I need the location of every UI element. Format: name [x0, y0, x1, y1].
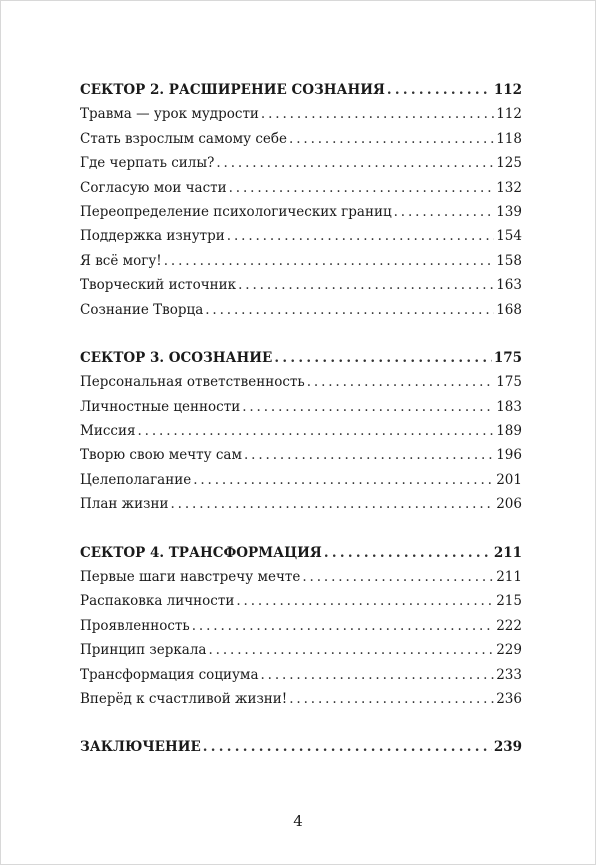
toc-entry[interactable]	[80, 298, 522, 322]
toc-entry-title: Целеполагание	[80, 471, 192, 488]
toc-entry[interactable]	[80, 224, 522, 248]
toc-heading-title: ЗАКЛЮЧЕНИЕ	[80, 739, 201, 756]
toc-entry[interactable]	[80, 127, 522, 151]
toc-entry-title: Творческий источник	[80, 277, 237, 294]
page-number: 4	[293, 812, 303, 830]
toc-entry[interactable]	[80, 565, 522, 589]
toc-heading-page: 112	[493, 82, 522, 98]
dot-leader	[205, 298, 494, 322]
toc-entry[interactable]	[80, 102, 522, 126]
toc-entry-title: Переопределение психологических границ	[80, 203, 392, 220]
table-of-contents	[80, 78, 522, 760]
toc-entry-title: Распаковка личности	[80, 593, 235, 610]
dot-leader	[261, 102, 494, 126]
toc-entry-page: 118	[496, 130, 522, 147]
toc-entry-page: 158	[496, 252, 522, 269]
dot-leader	[242, 395, 494, 419]
toc-heading-title: СЕКТОР 2. РАСШИРЕНИЕ СОЗНАНИЯ	[80, 82, 385, 98]
dot-leader	[302, 565, 494, 589]
toc-heading[interactable]	[80, 78, 522, 102]
toc-entry-page: 215	[496, 593, 522, 610]
toc-entry-page: 132	[496, 179, 522, 196]
toc-entry[interactable]	[80, 663, 522, 687]
toc-entry[interactable]	[80, 443, 522, 467]
toc-entry[interactable]	[80, 419, 522, 443]
toc-entry-page: 154	[496, 228, 522, 245]
dot-leader	[137, 419, 494, 443]
dot-leader	[192, 614, 494, 638]
toc-entry-title: План жизни	[80, 496, 169, 513]
toc-entry-title: Вперёд к счастливой жизни!	[80, 690, 288, 707]
dot-leader	[203, 735, 492, 759]
toc-entry-title: Поддержка изнутри	[80, 228, 225, 245]
dot-leader	[238, 273, 494, 297]
toc-entry-title: Первые шаги навстречу мечте	[80, 569, 301, 586]
toc-entry[interactable]	[80, 468, 522, 492]
toc-section-sector-4	[80, 541, 522, 712]
dot-leader	[216, 151, 494, 175]
toc-entry-title: Личностные ценности	[80, 398, 241, 415]
toc-entry[interactable]	[80, 614, 522, 638]
toc-entry-page: 229	[496, 642, 522, 659]
toc-section-sector-2	[80, 78, 522, 322]
toc-entry-title: Миссия	[80, 423, 136, 440]
dot-leader	[164, 249, 495, 273]
dot-leader	[227, 224, 494, 248]
toc-entry[interactable]	[80, 370, 522, 394]
dot-leader	[208, 638, 494, 662]
toc-entry-page: 222	[496, 617, 522, 634]
toc-entry-title: Принцип зеркала	[80, 642, 207, 659]
dot-leader	[394, 200, 495, 224]
dot-leader	[244, 443, 494, 467]
toc-entry-title: Творю свою мечту сам	[80, 447, 242, 464]
dot-leader	[324, 541, 492, 565]
toc-heading[interactable]	[80, 346, 522, 370]
toc-entry-page: 183	[496, 398, 522, 415]
toc-entry-page: 233	[496, 666, 522, 683]
dot-leader	[193, 468, 494, 492]
dot-leader	[261, 663, 495, 687]
toc-entry-page: 112	[496, 106, 522, 123]
toc-entry[interactable]	[80, 638, 522, 662]
toc-entry[interactable]	[80, 200, 522, 224]
toc-entry[interactable]	[80, 176, 522, 200]
dot-leader	[170, 492, 494, 516]
toc-entry-title: Я всё могу!	[80, 252, 162, 269]
toc-entry[interactable]	[80, 273, 522, 297]
toc-heading-title: СЕКТОР 4. ТРАНСФОРМАЦИЯ	[80, 544, 322, 561]
toc-entry-page: 201	[496, 471, 522, 488]
toc-heading-page: 211	[493, 544, 522, 561]
dot-leader	[229, 176, 495, 200]
toc-section-conclusion	[80, 735, 522, 759]
toc-entry-page: 189	[496, 423, 522, 440]
toc-entry[interactable]	[80, 395, 522, 419]
toc-entry[interactable]	[80, 151, 522, 175]
toc-entry-page: 125	[496, 155, 522, 172]
toc-entry[interactable]	[80, 249, 522, 273]
toc-entry-page: 168	[496, 301, 522, 318]
toc-entry-page: 206	[496, 496, 522, 513]
dot-leader	[307, 370, 495, 394]
toc-entry[interactable]	[80, 687, 522, 711]
toc-entry-page: 196	[496, 447, 522, 464]
toc-entry-title: Стать взрослым самому себе	[80, 130, 288, 147]
dot-leader	[289, 687, 494, 711]
toc-heading[interactable]	[80, 735, 522, 759]
toc-section-sector-3	[80, 346, 522, 517]
toc-entry-title: Сознание Творца	[80, 301, 204, 318]
toc-heading[interactable]	[80, 541, 522, 565]
toc-entry-page: 163	[496, 277, 522, 294]
toc-entry-title: Персональная ответственность	[80, 374, 305, 391]
toc-heading-page: 239	[493, 739, 522, 756]
toc-entry[interactable]	[80, 492, 522, 516]
toc-entry-page: 211	[496, 569, 522, 586]
toc-entry-title: Трансформация социума	[80, 666, 259, 683]
dot-leader	[274, 346, 491, 370]
dot-leader	[236, 589, 494, 613]
toc-entry-title: Травма — урок мудрости	[80, 106, 259, 123]
dot-leader	[289, 127, 494, 151]
toc-entry-page: 175	[496, 374, 522, 391]
toc-heading-page: 175	[493, 349, 522, 366]
toc-entry-title: Согласую мои части	[80, 179, 227, 196]
dot-leader	[387, 78, 492, 102]
toc-entry[interactable]	[80, 589, 522, 613]
toc-heading-title: СЕКТОР 3. ОСОЗНАНИЕ	[80, 349, 273, 366]
toc-entry-page: 236	[496, 690, 522, 707]
toc-entry-page: 139	[496, 203, 522, 220]
toc-entry-title: Проявленность	[80, 617, 190, 634]
toc-entry-title: Где черпать силы?	[80, 155, 215, 172]
